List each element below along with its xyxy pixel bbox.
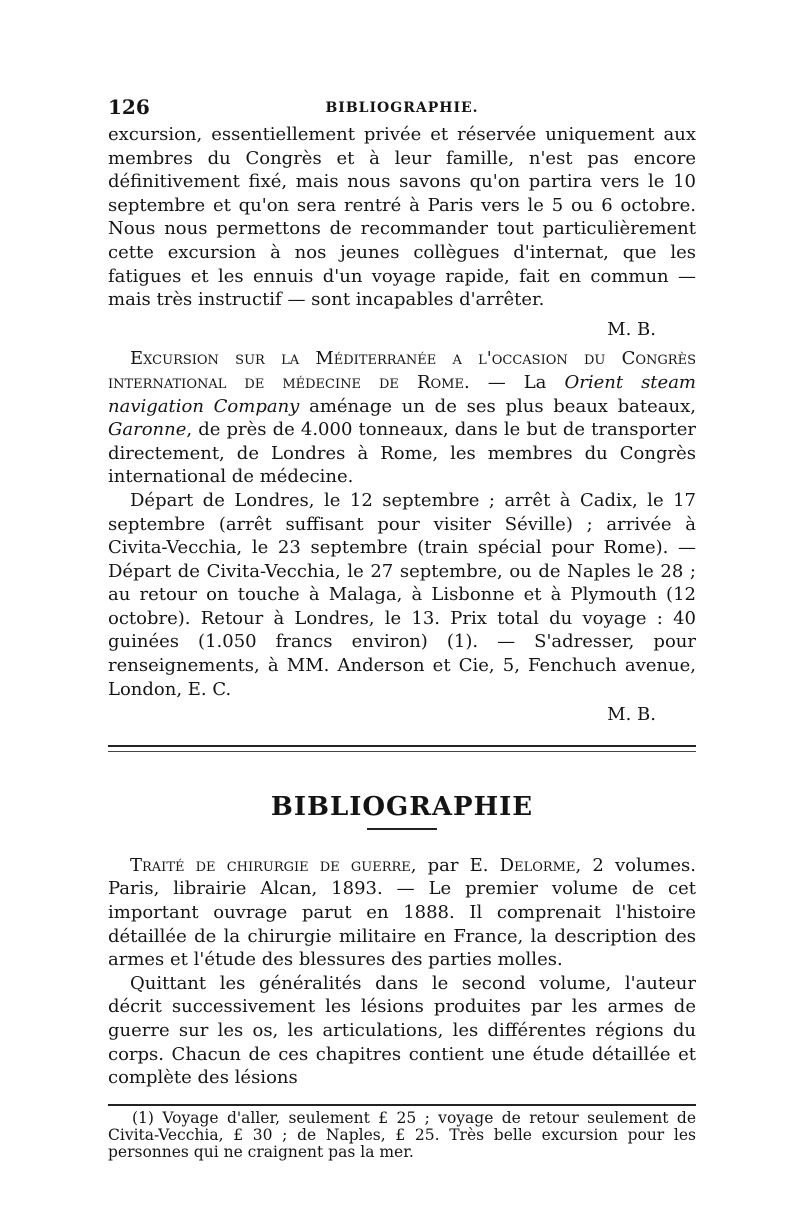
signature: M. B. xyxy=(607,704,656,726)
review-paragraph: Traité de chirurgie de guerre, par E. Delorme, 2 volumes. Paris, librairie Alcan, 1893. — Le premier volume de cet important ouvrage parut en 1888. Il comprenait l'histoire détaillée de la chirurgie militaire en France, la description des armes et l'étude des blessures des parties molles. xyxy=(108,854,696,971)
book-title: Traité de chirurgie de guerre xyxy=(130,854,411,876)
excursion-mediterranee-paragraph: Excursion sur la Méditerranée a l'occasion du Congrès international de médecine de Rome. — La Orient steam navigation Company aménage un de ses plus beaux bateaux, Garonne, de près de 4.000 tonneaux, dans le but de transporter directement, de Londres à Rome, les membres du Congrès international de médecine. xyxy=(108,348,697,488)
section-divider xyxy=(108,745,696,752)
page-header xyxy=(108,95,696,123)
title-underline xyxy=(367,828,437,830)
page xyxy=(108,95,696,1161)
company-name: Orient steam navigation Company xyxy=(108,371,696,417)
book-author: Delorme xyxy=(499,854,576,876)
section-heading: Excursion sur la Méditerranée a l'occasion du Congrès international de médecine de Rome. xyxy=(108,348,696,393)
review-paragraph: Quittant les généralités dans le second volume, l'auteur décrit successivement les lésions produites par les armes de guerre sur les os, les articulations, les différentes régions du corps. Chacun de ces chapitres contient une étude détaillée et complète des lésions xyxy=(108,972,696,1089)
footnote: (1) Voyage d'aller, seulement £ 25 ; voyage de retour seulement de Civita-Vecchia, £ 30 ; de Naples, £ 25. Très belle excursion pour les personnes qui ne craignent pas la mer. xyxy=(108,1108,696,1161)
footnote-rule xyxy=(108,1104,696,1106)
itinerary-paragraph: Départ de Londres, le 12 septembre ; arrêt à Cadix, le 17 septembre (arrêt suffisant pour visiter Séville) ; arrivée à Civita-Vecchia, le 23 septembre (train spécial pour Rome). — Départ de Civita-Vecchia, le 27 septembre, ou de Naples le 28 ; au retour on touche à Malaga, à Lisbonne et à Plymouth (12 octobre). Retour à Londres, le 13. Prix total du voyage : 40 guinées (1.050 francs environ) (1). — S'adresser, pour renseignements, à MM. Anderson et Cie, 5, Fenchuch avenue, London, E. C. xyxy=(108,489,696,700)
excursion-paragraph: excursion, essentiellement privée et réservée uniquement aux membres du Congrès et à leur famille, n'est pas encore définitivement fixé, mais nous savons qu'on partira vers le 10 septembre et qu'on sera rentré à Paris vers le 5 ou 6 octobre. Nous nous permettons de recommander tout particulièrement cette excursion à nos jeunes collègues d'internat, que les fatigues et les ennuis d'un voyage rapide, fait en commun — mais très instructif — sont incapables d'arrêter. xyxy=(108,124,696,311)
ship-name: Garonne xyxy=(108,419,187,441)
page-number: 126 xyxy=(108,95,150,119)
bibliography-title: BIBLIOGRAPHIE xyxy=(270,791,534,822)
signature: M. B. xyxy=(607,318,656,340)
running-head: BIBLIOGRAPHIE. xyxy=(325,100,479,116)
